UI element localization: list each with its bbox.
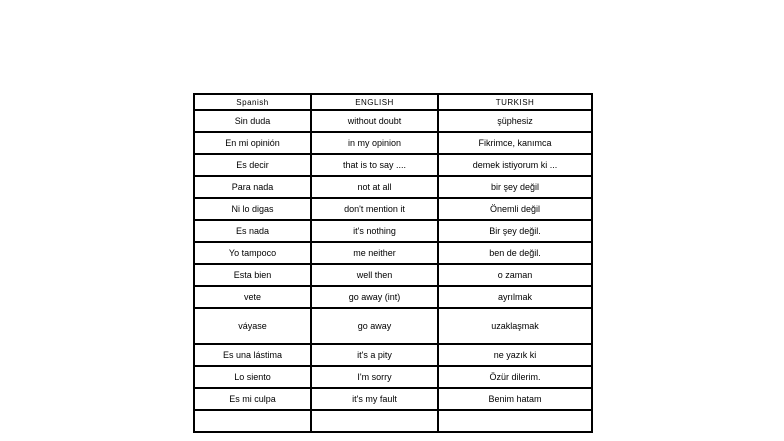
cell-turkish: Bir şey değil. <box>438 220 592 242</box>
table-row-partial <box>194 410 592 432</box>
cell-turkish: Fikrimce, kanımca <box>438 132 592 154</box>
cell-english: in my opinion <box>311 132 438 154</box>
cell-spanish: Esta bien <box>194 264 311 286</box>
table-header-row <box>194 94 592 110</box>
cell-english: I'm sorry <box>311 366 438 388</box>
cell-spanish <box>194 410 311 432</box>
cell-english: that is to say .... <box>311 154 438 176</box>
cell-spanish: Es nada <box>194 220 311 242</box>
cell-turkish: uzaklaşmak <box>438 308 592 344</box>
table-row <box>194 220 592 242</box>
cell-english: well then <box>311 264 438 286</box>
cell-spanish: Sin duda <box>194 110 311 132</box>
table-row <box>194 308 592 344</box>
cell-spanish: Es mi culpa <box>194 388 311 410</box>
cell-turkish <box>438 410 592 432</box>
table-row <box>194 264 592 286</box>
cell-english: it's nothing <box>311 220 438 242</box>
cell-english: without doubt <box>311 110 438 132</box>
cell-turkish: ne yazık ki <box>438 344 592 366</box>
cell-turkish: o zaman <box>438 264 592 286</box>
cell-turkish: Benim hatam <box>438 388 592 410</box>
cell-spanish: En mi opinión <box>194 132 311 154</box>
cell-spanish: váyase <box>194 308 311 344</box>
cell-turkish: demek istiyorum ki ... <box>438 154 592 176</box>
table-row <box>194 176 592 198</box>
table-row <box>194 286 592 308</box>
table-row <box>194 132 592 154</box>
table-row <box>194 366 592 388</box>
table-row <box>194 344 592 366</box>
cell-spanish: Es una lástima <box>194 344 311 366</box>
cell-english: go away (int) <box>311 286 438 308</box>
cell-turkish: şüphesiz <box>438 110 592 132</box>
header-spanish: Spanish <box>194 94 311 110</box>
cell-spanish: Lo siento <box>194 366 311 388</box>
cell-english: not at all <box>311 176 438 198</box>
cell-spanish: Es decir <box>194 154 311 176</box>
cell-turkish: bir şey değil <box>438 176 592 198</box>
phrase-table <box>193 93 593 433</box>
cell-turkish: ayrılmak <box>438 286 592 308</box>
table-row <box>194 154 592 176</box>
cell-english: don't mention it <box>311 198 438 220</box>
cell-english: it's a pity <box>311 344 438 366</box>
header-english: ENGLISH <box>311 94 438 110</box>
cell-spanish: Ni lo digas <box>194 198 311 220</box>
table-row <box>194 110 592 132</box>
cell-spanish: Yo tampoco <box>194 242 311 264</box>
table-row <box>194 242 592 264</box>
table-row <box>194 198 592 220</box>
cell-english: go away <box>311 308 438 344</box>
table-row <box>194 388 592 410</box>
cell-english <box>311 410 438 432</box>
cell-english: it's my fault <box>311 388 438 410</box>
cell-turkish: Özür dilerim. <box>438 366 592 388</box>
cell-turkish: ben de değil. <box>438 242 592 264</box>
cell-spanish: Para nada <box>194 176 311 198</box>
cell-turkish: Önemli değil <box>438 198 592 220</box>
header-turkish: TURKISH <box>438 94 592 110</box>
cell-english: me neither <box>311 242 438 264</box>
cell-spanish: vete <box>194 286 311 308</box>
